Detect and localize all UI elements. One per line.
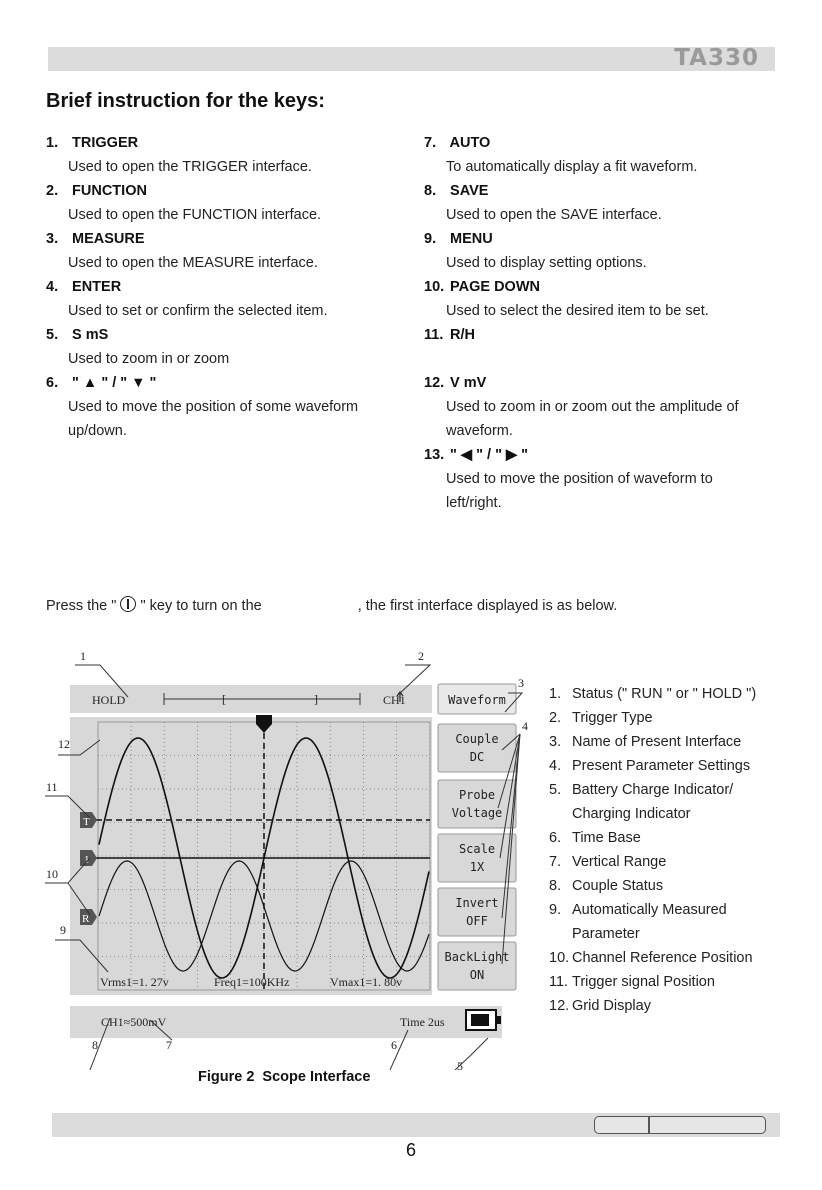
- legend-number: 8.: [549, 878, 562, 894]
- key-number: 11.: [424, 327, 444, 343]
- legend-text: Automatically Measured: [572, 902, 727, 918]
- key-title: S mS: [72, 327, 109, 343]
- svg-text:2: 2: [418, 649, 424, 663]
- svg-text:ON: ON: [469, 968, 485, 982]
- legend-item: [549, 946, 756, 970]
- scope-menu-button[interactable]: [438, 834, 516, 882]
- measure-freq: Freq1=100KHz: [214, 975, 290, 989]
- key-description: Used to move the position of some waveform: [68, 399, 359, 415]
- legend-text: Present Parameter Settings: [572, 758, 751, 774]
- key-number: 6.: [46, 375, 59, 391]
- scope-legend: [549, 682, 756, 1018]
- legend-item: [549, 898, 756, 922]
- right-key-item: [424, 323, 804, 371]
- key-title: " ▲ " / " ▼ ": [72, 375, 157, 391]
- legend-item: [549, 850, 756, 874]
- key-description: Used to zoom in or zoom out the amplitude of: [446, 399, 739, 415]
- right-key-item: [424, 179, 804, 227]
- legend-number: 11.: [549, 974, 569, 990]
- key-list-left: [46, 131, 406, 443]
- time-base-text: Time 2us: [400, 1015, 445, 1029]
- battery-icon: [466, 1010, 501, 1030]
- key-description: [424, 347, 804, 371]
- left-key-item: [46, 227, 406, 275]
- model-name: TA330: [674, 45, 759, 71]
- svg-text:Waveform: Waveform: [448, 693, 506, 707]
- left-key-item: [46, 131, 406, 179]
- section-heading: Brief instruction for the keys:: [46, 90, 325, 112]
- svg-text:Couple: Couple: [455, 732, 499, 746]
- legend-item: [549, 970, 756, 994]
- legend-number: 6.: [549, 830, 562, 846]
- legend-number: 2.: [549, 710, 562, 726]
- key-list-right: [424, 131, 804, 515]
- legend-text: Trigger signal Position: [572, 974, 715, 990]
- key-description: Used to open the SAVE interface.: [446, 207, 662, 223]
- left-key-item: [46, 179, 406, 227]
- key-title: R/H: [450, 327, 476, 343]
- svg-text:5: 5: [457, 1059, 463, 1070]
- svg-text:DC: DC: [469, 750, 485, 764]
- key-description: Used to select the desired item to be set.: [446, 303, 709, 319]
- key-number: 3.: [46, 231, 59, 247]
- key-number: 4.: [46, 279, 59, 295]
- key-title: ENTER: [72, 279, 122, 295]
- legend-number: 10.: [549, 950, 570, 966]
- legend-item: [549, 730, 756, 754]
- right-key-item: [424, 371, 804, 443]
- scope-status-text: HOLD: [92, 693, 126, 707]
- legend-item: [549, 802, 756, 826]
- figure-number: Figure 2: [198, 1069, 255, 1085]
- scope-screen: [70, 717, 432, 995]
- svg-text:12: 12: [58, 737, 70, 751]
- legend-number: 9.: [549, 902, 562, 918]
- key-title: V mV: [450, 375, 487, 391]
- legend-number: 3.: [549, 734, 562, 750]
- vertical-range-text: CH1≈500mV: [101, 1015, 167, 1029]
- figure-caption: [198, 1069, 370, 1085]
- legend-text: Parameter: [572, 926, 640, 942]
- legend-number: 1.: [549, 686, 562, 702]
- key-number: 13.: [424, 447, 445, 463]
- legend-number: 7.: [549, 854, 562, 870]
- measure-vmax: Vmax1=1. 80v: [330, 975, 403, 989]
- legend-text: Battery Charge Indicator/: [572, 782, 734, 798]
- key-description: Used to set or confirm the selected item.: [68, 303, 328, 319]
- left-key-item: [46, 323, 406, 371]
- legend-text: Time Base: [572, 830, 641, 846]
- legend-item: [549, 874, 756, 898]
- svg-text:T: T: [83, 816, 90, 828]
- svg-text:10: 10: [46, 867, 58, 881]
- svg-text:Voltage: Voltage: [451, 806, 503, 820]
- key-description: Used to open the TRIGGER interface.: [68, 159, 312, 175]
- svg-text:9: 9: [60, 923, 66, 937]
- legend-text: Trigger Type: [572, 710, 653, 726]
- svg-text:6: 6: [391, 1038, 397, 1052]
- right-key-item: [424, 131, 804, 179]
- svg-text:1: 1: [84, 854, 90, 866]
- left-key-item: [46, 275, 406, 323]
- scope-menu-button[interactable]: [438, 684, 516, 714]
- key-title: " ◀ " / " ▶ ": [450, 447, 529, 463]
- svg-text:R: R: [82, 913, 90, 925]
- key-description: To automatically display a fit waveform.: [446, 159, 698, 175]
- svg-text:7: 7: [166, 1038, 172, 1052]
- key-number: 9.: [424, 231, 437, 247]
- legend-text: Couple Status: [572, 878, 664, 894]
- key-number: 2.: [46, 183, 59, 199]
- figure-title: Scope Interface: [262, 1069, 371, 1085]
- legend-number: 5.: [549, 782, 562, 798]
- key-title: AUTO: [449, 135, 491, 151]
- key-description: waveform.: [446, 423, 513, 439]
- legend-item: [549, 682, 756, 706]
- page-number: 6: [405, 1140, 416, 1160]
- key-description: Used to open the FUNCTION interface.: [68, 207, 322, 223]
- press-text-3: , the first interface displayed is as below.: [357, 598, 618, 614]
- header-bar: [48, 47, 775, 71]
- press-text-1: Press the ": [46, 598, 117, 614]
- right-key-item: [424, 275, 804, 323]
- legend-item: [549, 994, 756, 1018]
- scope-channel-text: CH1: [383, 693, 406, 707]
- legend-item: [549, 922, 756, 946]
- key-description: Used to move the position of waveform to: [446, 471, 713, 487]
- svg-text:8: 8: [92, 1038, 98, 1052]
- left-key-item: [46, 371, 406, 443]
- key-number: 8.: [424, 183, 437, 199]
- scope-menu-button[interactable]: [438, 942, 516, 990]
- power-on-instruction: [46, 596, 617, 614]
- key-description: Used to zoom in or zoom: [68, 351, 230, 367]
- right-key-item: [424, 227, 804, 275]
- footer-pill-icon: [594, 1116, 766, 1134]
- key-description: Used to display setting options.: [446, 255, 647, 271]
- legend-item: [549, 706, 756, 730]
- right-key-item: [424, 443, 804, 515]
- footer-bar: [52, 1113, 780, 1137]
- legend-item: [549, 754, 756, 778]
- svg-text:BackLight: BackLight: [444, 950, 510, 964]
- svg-text:3: 3: [518, 676, 524, 690]
- key-title: FUNCTION: [72, 183, 147, 199]
- svg-text:1X: 1X: [469, 860, 485, 874]
- legend-text: Status (" RUN " or " HOLD "): [572, 686, 757, 702]
- key-number: 1.: [46, 135, 59, 151]
- legend-number: 12.: [549, 998, 570, 1014]
- key-number: 12.: [424, 375, 445, 391]
- key-number: 5.: [46, 327, 59, 343]
- svg-text:]: ]: [314, 692, 318, 706]
- svg-text:Invert: Invert: [455, 896, 499, 910]
- svg-text:4: 4: [522, 719, 528, 733]
- key-description: up/down.: [68, 423, 127, 439]
- legend-item: [549, 778, 756, 802]
- legend-text: Vertical Range: [572, 854, 667, 870]
- key-number: 10.: [424, 279, 445, 295]
- legend-text: Name of Present Interface: [572, 734, 742, 750]
- svg-text:[: [: [222, 692, 226, 706]
- svg-text:Probe: Probe: [458, 788, 496, 802]
- legend-item: [549, 826, 756, 850]
- legend-text: Channel Reference Position: [572, 950, 753, 966]
- legend-text: Charging Indicator: [572, 806, 691, 822]
- key-title: PAGE DOWN: [450, 279, 540, 295]
- power-icon: [120, 596, 136, 612]
- press-text-2: " key to turn on the: [140, 598, 262, 614]
- key-title: TRIGGER: [72, 135, 139, 151]
- legend-number: 4.: [549, 758, 562, 774]
- svg-text:Scale: Scale: [458, 842, 496, 856]
- key-description: left/right.: [446, 495, 502, 511]
- key-title: MENU: [450, 231, 493, 247]
- svg-text:1: 1: [80, 649, 86, 663]
- legend-text: Grid Display: [572, 998, 651, 1014]
- svg-text:11: 11: [46, 780, 58, 794]
- key-number: 7.: [424, 135, 437, 151]
- key-description: Used to open the MEASURE interface.: [68, 255, 318, 271]
- key-title: SAVE: [450, 183, 489, 199]
- key-title: MEASURE: [72, 231, 145, 247]
- scope-side-menu: [438, 684, 516, 990]
- measure-vrms: Vrms1=1. 27v: [100, 975, 169, 989]
- svg-text:OFF: OFF: [466, 914, 488, 928]
